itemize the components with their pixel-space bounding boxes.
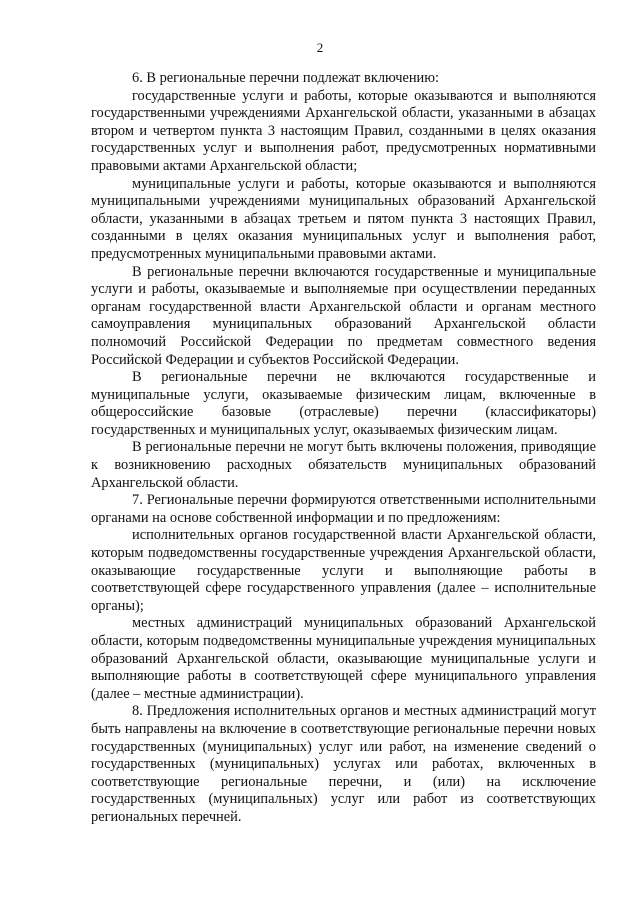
paragraph-7-intro: 7. Региональные перечни формируются ответственными исполнительными органами на основе собственной информации и по предложениям:: [91, 492, 596, 526]
document-body: [91, 70, 596, 827]
paragraph-expense-obligations: В региональные перечни не могут быть включены положения, приводящие к возникновению расходных обязательств муниципальных образований Архангельской области.: [91, 439, 596, 491]
paragraph-executive-bodies: исполнительных органов государственной власти Архангельской области, которым подведомственны государственные учреждения Архангельской области, оказывающие государственные услуги и выполняющие работы в соответствующей сфере государственного управления (далее – исполнительные органы);: [91, 527, 596, 614]
page-number: 2: [316, 40, 324, 55]
paragraph-local-administrations: местных администраций муниципальных образований Архангельской области, которым подведомственны муниципальные учреждения муниципальных образований Архангельской области, оказывающие муниципальные услуги и выполняющие работы в соответствующей сфере муниципального управления (далее – местные администрации).: [91, 615, 596, 702]
paragraph-delegated-powers: В региональные перечни включаются государственные и муниципальные услуги и работы, оказываемые и выполняемые при осуществлении переданных органам государственной власти Архангельской области и органам местного самоуправления муниципальных образований Архангельской области полномочий Российской Федерации по предметам совместного ведения Российской Федерации и субъектов Российской Федерации.: [91, 263, 596, 368]
paragraph-6-intro: 6. В региональные перечни подлежат включению:: [132, 70, 439, 86]
paragraph-8-proposals: 8. Предложения исполнительных органов и местных администраций могут быть направлены на включение в соответствующие региональные перечни новых государственных (муниципальных) услуг или работ, на изменение сведений о государственных (муниципальных) услугах или работах, включенных в соответствующие региональные перечни, и (или) на исключение государственных (муниципальных) услуг или работ из соответствующих региональных перечней.: [91, 703, 596, 825]
paragraph-state-services: государственные услуги и работы, которые оказываются и выполняются государственными учреждениями Архангельской области, указанными в абзацах втором и четвертом пункта 3 настоящим Правил, созданными в целях оказания государственных услуг и выполнения работ, предусмотренных нормативными правовыми актами Архангельской области;: [91, 87, 596, 174]
paragraph-excluded-services: В региональные перечни не включаются государственные и муниципальные услуги, оказываемые физическим лицам, включенные в общероссийские базовые (отраслевые) перечни (классификаторы) государственных и муниципальных услуг, оказываемых физическим лицам.: [91, 369, 596, 438]
paragraph-municipal-services: муниципальные услуги и работы, которые оказываются и выполняются муниципальными учреждениями муниципальных образований Архангельской области, указанными в абзацах третьем и пятом пункта 3 настоящих Правил, созданными в целях оказания муниципальных услуг и выполнения работ, предусмотренных муниципальными правовыми актами.: [91, 175, 596, 262]
